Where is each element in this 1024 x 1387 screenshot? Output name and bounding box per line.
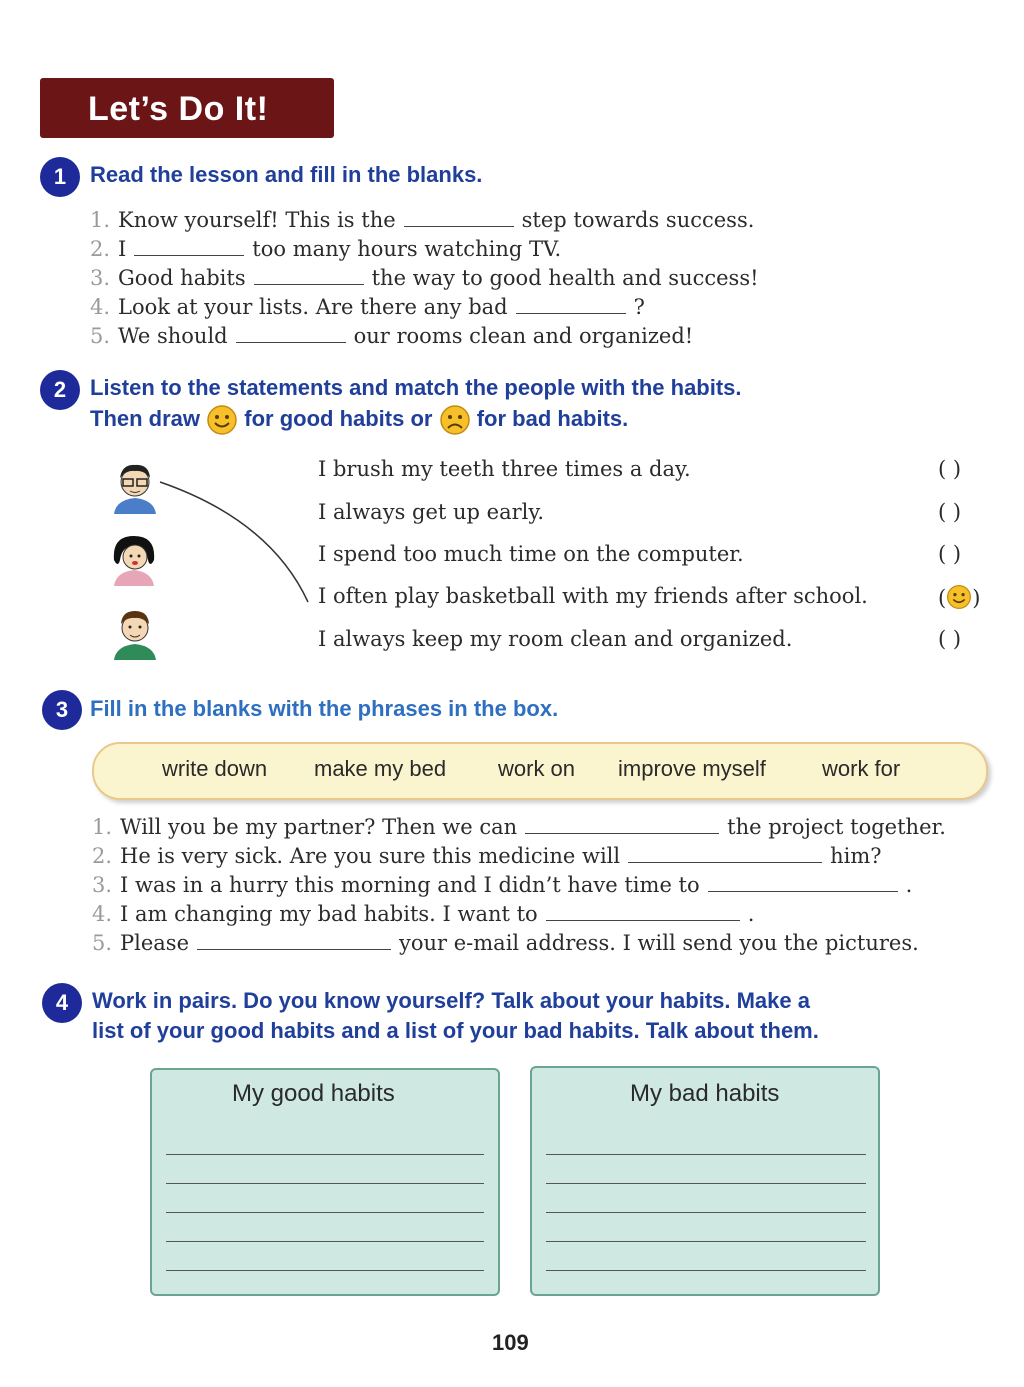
boy-icon xyxy=(110,604,160,660)
answer-paren-1[interactable]: ( ) xyxy=(938,457,962,481)
item-text-a: I am changing my bad habits. I want to xyxy=(120,902,538,926)
phrase-3: work on xyxy=(498,756,576,781)
section-4-title-line2: list of your good habits and a list of your bad habits. Talk about them. xyxy=(92,1018,819,1043)
fill-blank[interactable] xyxy=(708,873,898,892)
item-number: 3. xyxy=(92,873,113,897)
fill-blank[interactable] xyxy=(516,295,626,314)
statement-1: I brush my teeth three times a day. xyxy=(318,457,691,481)
section-2-title-line2 xyxy=(90,404,628,436)
item-text-b: . xyxy=(905,873,913,897)
item-text-b: the project together. xyxy=(727,815,946,839)
s3-item-4 xyxy=(92,902,754,926)
item-text-a: We should xyxy=(118,324,228,348)
statement-2: I always get up early. xyxy=(318,500,545,524)
s3-item-5 xyxy=(92,931,919,955)
item-text-a: Will you be my partner? Then we can xyxy=(120,815,518,839)
item-text-b: . xyxy=(747,902,755,926)
good-habit-line[interactable] xyxy=(166,1154,484,1155)
bad-habit-line[interactable] xyxy=(546,1270,866,1271)
page-number: 109 xyxy=(492,1330,529,1355)
bad-habits-title: My bad habits xyxy=(630,1080,780,1107)
statement-4: I often play basketball with my friends after school. xyxy=(318,584,868,608)
fill-blank[interactable] xyxy=(236,324,346,343)
item-number: 2. xyxy=(92,844,113,868)
bad-habit-line[interactable] xyxy=(546,1212,866,1213)
s1-item-1 xyxy=(90,208,754,232)
good-habit-line[interactable] xyxy=(166,1212,484,1213)
good-habit-line[interactable] xyxy=(166,1183,484,1184)
item-text-a: I was in a hurry this morning and I didn’t have time to xyxy=(120,873,700,897)
statement-5: I always keep my room clean and organized. xyxy=(318,627,793,651)
section-4-title-line1: Work in pairs. Do you know yourself? Talk about your habits. Make a xyxy=(92,988,810,1013)
s1-item-2 xyxy=(90,237,561,261)
answer-paren-5[interactable]: ( ) xyxy=(938,627,962,651)
good-habit-line[interactable] xyxy=(166,1270,484,1271)
section-3-title: Fill in the blanks with the phrases in the box. xyxy=(90,696,559,721)
item-number: 2. xyxy=(90,237,111,261)
item-text-b: our rooms clean and organized! xyxy=(353,324,694,348)
fill-blank[interactable] xyxy=(404,208,514,227)
s1-item-3 xyxy=(90,266,759,290)
item-text-b: him? xyxy=(830,844,882,868)
bad-habit-line[interactable] xyxy=(546,1154,866,1155)
fill-blank[interactable] xyxy=(134,237,244,256)
title-part: Then draw xyxy=(90,405,201,431)
item-text-b: too many hours watching TV. xyxy=(252,237,562,261)
item-text-b: your e-mail address. I will send you the pictures. xyxy=(399,931,919,955)
section-1-number: 1 xyxy=(40,157,80,197)
statement-3: I spend too much time on the computer. xyxy=(318,542,744,566)
s1-item-5 xyxy=(90,324,693,348)
item-number: 3. xyxy=(90,266,111,290)
item-number: 4. xyxy=(90,295,111,319)
good-habit-line[interactable] xyxy=(166,1241,484,1242)
phrase-5: work for xyxy=(822,756,901,781)
section-2-title-line1: Listen to the statements and match the people with the habits. xyxy=(90,375,742,400)
answer-paren-4[interactable]: ( ) xyxy=(938,586,981,610)
section-4-number: 4 xyxy=(42,983,82,1023)
answer-paren-2[interactable]: ( ) xyxy=(938,500,962,524)
item-text-a: He is very sick. Are you sure this medicine will xyxy=(120,844,621,868)
happy-face-icon xyxy=(946,584,972,610)
title-part: for bad habits. xyxy=(476,405,629,431)
item-text-a: Look at your lists. Are there any bad xyxy=(118,295,508,319)
s3-item-3 xyxy=(92,873,912,897)
item-number: 1. xyxy=(92,815,113,839)
bad-habit-line[interactable] xyxy=(546,1183,866,1184)
bad-habit-line[interactable] xyxy=(546,1241,866,1242)
fill-blank[interactable] xyxy=(525,815,719,834)
section-3-number: 3 xyxy=(42,690,82,730)
item-number: 5. xyxy=(92,931,113,955)
s3-item-2 xyxy=(92,844,882,868)
title-part: for good habits or xyxy=(244,405,433,431)
item-text-a: Know yourself! This is the xyxy=(118,208,396,232)
fill-blank[interactable] xyxy=(628,844,822,863)
section-2-number: 2 xyxy=(40,370,80,410)
item-text-b: ? xyxy=(633,295,645,319)
item-number: 5. xyxy=(90,324,111,348)
item-text-a: Please xyxy=(120,931,189,955)
fill-blank[interactable] xyxy=(546,902,740,921)
fill-blank[interactable] xyxy=(254,266,364,285)
section-1-title: Read the lesson and fill in the blanks. xyxy=(90,162,483,187)
item-text-a: Good habits xyxy=(118,266,246,290)
item-text-b: step towards success. xyxy=(521,208,755,232)
phrase-1: write down xyxy=(162,756,268,781)
phrase-4: improve myself xyxy=(618,756,766,781)
s1-item-4 xyxy=(90,295,645,319)
item-number: 1. xyxy=(90,208,111,232)
phrase-2: make my bed xyxy=(314,756,447,781)
s3-item-1 xyxy=(92,815,946,839)
fill-blank[interactable] xyxy=(197,931,391,950)
match-line xyxy=(150,470,320,610)
answer-paren-3[interactable]: ( ) xyxy=(938,542,962,566)
happy-face-icon xyxy=(206,404,238,436)
sad-face-icon xyxy=(439,404,471,436)
item-text-b: the way to good health and success! xyxy=(371,266,759,290)
item-number: 4. xyxy=(92,902,113,926)
good-habits-title: My good habits xyxy=(232,1080,395,1107)
banner-title: Let’s Do It! xyxy=(88,90,269,128)
item-text-a: I xyxy=(118,237,127,261)
